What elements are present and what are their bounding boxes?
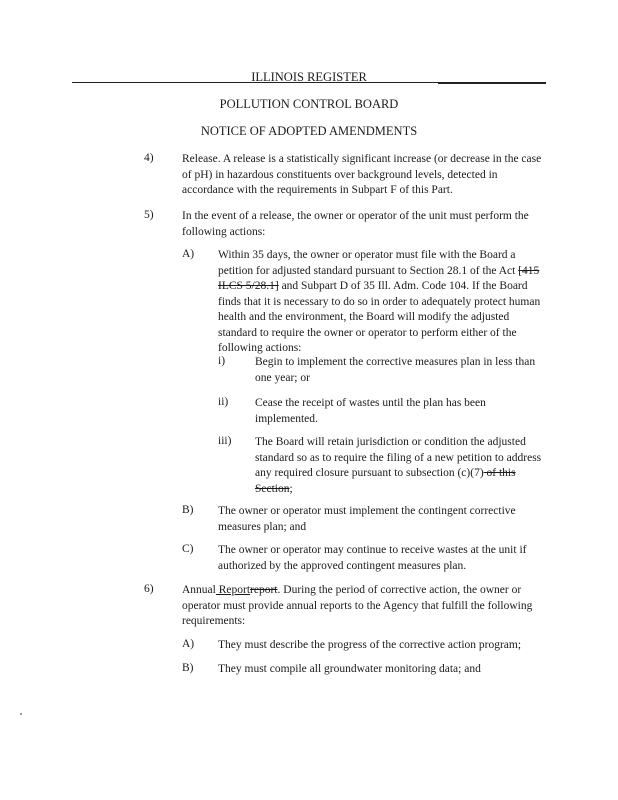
item-5a-ii-text: Cease the receipt of wastes until the plan has been implemented. bbox=[255, 397, 486, 425]
item-6-number: 6) bbox=[144, 583, 154, 595]
item-6b-text: They must compile all groundwater monitoring data; and bbox=[218, 663, 481, 675]
board-title: POLLUTION CONTROL BOARD bbox=[219, 97, 399, 111]
item-5a-iii-text-a: The Board will retain jurisdiction or condition the adjusted standard so as to require the filing of a new petition to address any required closure pursuant to subsection (c)(7) bbox=[255, 436, 542, 479]
item-5c-text: The owner or operator may continue to receive wastes at the unit if authorized by the approved contingent measures plan. bbox=[218, 544, 527, 572]
item-6a-number: A) bbox=[182, 638, 195, 650]
item-5a-iii-struck-text: of this Section bbox=[255, 467, 516, 495]
item-6-deleted-text: report bbox=[250, 584, 278, 596]
item-5a-text-b: and Subpart D of 35 Ill. Adm. Code 104. If the Board finds that it is necessary to do so in order to adequately protect human health and the environment, the Board will modify the adjusted standard to require the owner or operator to perform either of the following actions: bbox=[218, 280, 541, 354]
item-6b-number: B) bbox=[182, 662, 194, 674]
item-5a-i-number: i) bbox=[218, 355, 226, 367]
item-4-number: 4) bbox=[144, 152, 154, 164]
item-5b-number: B) bbox=[182, 504, 194, 516]
item-5a-text bbox=[218, 248, 544, 357]
item-6-lead: Annual bbox=[182, 584, 216, 596]
item-5-number: 5) bbox=[144, 209, 154, 221]
item-6-inserted-text: Report bbox=[215, 584, 251, 596]
item-5c-number: C) bbox=[182, 543, 194, 555]
register-title: ILLINOIS REGISTER bbox=[251, 70, 367, 84]
item-5a-iii-text bbox=[255, 435, 544, 497]
notice-title: NOTICE OF ADOPTED AMENDMENTS bbox=[200, 124, 418, 138]
item-5a-ii-number: ii) bbox=[218, 396, 229, 408]
item-5a-number: A) bbox=[182, 248, 195, 260]
item-6-text bbox=[182, 583, 544, 630]
item-6a-text: They must describe the progress of the corrective action program; bbox=[218, 639, 522, 651]
item-5-text: In the event of a release, the owner or operator of the unit must perform the following actions: bbox=[182, 210, 529, 238]
item-5b-text: The owner or operator must implement the contingent corrective measures plan; and bbox=[218, 505, 516, 533]
item-5a-iii-number: iii) bbox=[218, 435, 232, 447]
item-6-body: . During the period of corrective action, the owner or operator must provide annual reports to the Agency that fulfill the following requirements: bbox=[182, 584, 533, 627]
item-5a-i-text: Begin to implement the corrective measures plan in less than one year; or bbox=[255, 356, 536, 384]
item-5a-struck-citation: [415 ILCS 5/28.1] bbox=[218, 264, 540, 292]
item-4-text: Release. A release is a statistically significant increase (or decrease in the case of pH) in hazardous constituents over background levels, detected in accordance with the requirements in Subpart F of this Part. bbox=[182, 153, 542, 196]
scan-speck bbox=[20, 713, 22, 715]
item-5a-iii-text-b: ; bbox=[289, 482, 293, 495]
item-5a-text-a: Within 35 days, the owner or operator must file with the Board a petition for adjusted standard pursuant to Section 28.1 of the Act bbox=[218, 249, 519, 277]
